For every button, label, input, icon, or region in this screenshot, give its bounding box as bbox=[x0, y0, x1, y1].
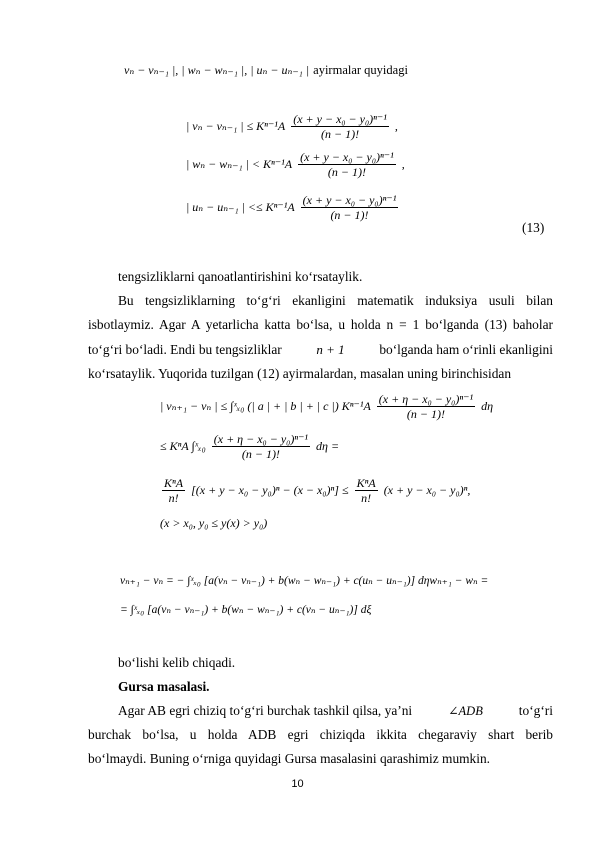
deriv-2-fraction bbox=[212, 432, 310, 461]
derivation-line-1 bbox=[160, 392, 493, 421]
deriv-1-lhs: | vₙ₊₁ − vₙ | ≤ ∫ˣₓ₀ (| a | + | b | + | c |) Kⁿ⁻¹A bbox=[160, 399, 371, 414]
ineq-2-fraction bbox=[298, 150, 396, 179]
page-number: 10 bbox=[291, 778, 304, 790]
n-plus-1-formula: n + 1 bbox=[316, 342, 345, 357]
equation-w-line-1: vₙ₊₁ − vₙ = − ∫ˣₓ₀ [a(vₙ − vₙ₋₁) + b(wₙ − wₙ₋₁) + c(uₙ − uₙ₋₁)] dηwₙ₊₁ − wₙ = bbox=[120, 575, 489, 587]
deriv-3-den-a: n! bbox=[168, 491, 179, 505]
deriv-1-end: dη bbox=[481, 399, 494, 414]
deriv-1-fraction bbox=[377, 392, 475, 421]
ineq-2-end: , bbox=[401, 157, 405, 172]
para-4-line-1-after: to‘g‘ri bbox=[518, 703, 553, 718]
deriv-2-num: (x + η − x₀ − y₀)ⁿ⁻¹ bbox=[213, 432, 309, 446]
derivation-line-3 bbox=[160, 476, 470, 505]
para-4-line-3: bo‘lmaydi. Buning o‘rniga quyidagi Gursa masalasini qarashimiz mumkin. bbox=[88, 751, 491, 766]
ineq-3-lhs: | uₙ − uₙ₋₁ | <≤ Kⁿ⁻¹A bbox=[186, 200, 295, 215]
equation-label-13: (13) bbox=[522, 220, 545, 235]
ineq-1-den: (n − 1)! bbox=[321, 127, 360, 141]
deriv-3-num-a: KⁿA bbox=[164, 476, 184, 490]
deriv-3-fraction-b bbox=[355, 476, 378, 505]
para-3: bo‘lishi kelib chiqadi. bbox=[118, 655, 236, 670]
ineq-3-den: (n − 1)! bbox=[330, 208, 369, 222]
deriv-2-lhs: ≤ KⁿA ∫ˣₓ₀ bbox=[160, 439, 206, 454]
ineq-3-fraction bbox=[301, 193, 399, 222]
para-4-line-1 bbox=[118, 699, 553, 723]
deriv-3-num-b: KⁿA bbox=[356, 476, 376, 490]
deriv-1-den: (n − 1)! bbox=[406, 407, 445, 421]
para-4-line-1-before: Agar AB egri chiziq to‘g‘ri burchak tashkil qilsa, ya’ni bbox=[118, 703, 413, 718]
inequality-row-3 bbox=[186, 193, 400, 222]
inequality-row-2 bbox=[186, 150, 405, 179]
deriv-3-fraction-a bbox=[162, 476, 185, 505]
inequality-row-1 bbox=[186, 112, 398, 141]
angle-adb-formula: ∠ADB bbox=[448, 704, 483, 718]
ineq-2-num: (x + y − x₀ − y₀)ⁿ⁻¹ bbox=[300, 150, 394, 164]
derivation-line-2 bbox=[160, 432, 339, 461]
header-line bbox=[124, 58, 408, 82]
para-2-line-3-before: to‘g‘ri bo‘ladi. Endi bu tengsizliklar bbox=[88, 342, 282, 357]
equation-w-line-2: = ∫ˣₓ₀ [a(vₙ − vₙ₋₁) + b(wₙ − wₙ₋₁) + c(vₙ − uₙ₋₁)] dξ bbox=[120, 604, 372, 616]
para-2-line-3 bbox=[88, 338, 553, 362]
ineq-2-lhs: | wₙ − wₙ₋₁ | < Kⁿ⁻¹A bbox=[186, 157, 293, 172]
derivation-line-4: (x > x₀, y₀ ≤ y(x) > y₀) bbox=[160, 516, 268, 530]
deriv-2-den: (n − 1)! bbox=[241, 447, 280, 461]
ineq-1-lhs: | vₙ − vₙ₋₁ | ≤ Kⁿ⁻¹A bbox=[186, 119, 286, 134]
section-heading: Gursa masalasi. bbox=[118, 679, 210, 694]
deriv-3-mid: [(x + y − x₀ − y₀)ⁿ − (x − x₀)ⁿ] ≤ bbox=[191, 483, 349, 498]
ineq-1-end: , bbox=[394, 119, 398, 134]
header-text: ayirmalar quyidagi bbox=[313, 63, 408, 77]
para-4-line-2: burchak bo‘lsa, u holda ADB egri chiziqda ikkita chegaraviy shart berib bbox=[88, 727, 553, 742]
ineq-1-num: (x + y − x₀ − y₀)ⁿ⁻¹ bbox=[293, 112, 387, 126]
deriv-3-den-b: n! bbox=[361, 491, 372, 505]
deriv-3-end: (x + y − x₀ − y₀)ⁿ, bbox=[383, 483, 471, 498]
header-formula: vₙ − vₙ₋₁ |, | wₙ − wₙ₋₁ |, | uₙ − uₙ₋₁ | bbox=[124, 63, 310, 77]
para-2-line-2: isbotlaymiz. Agar A yetarlicha katta bo‘lsa, u holda n = 1 bo‘lganda (13) baholar bbox=[88, 317, 553, 332]
deriv-2-end: dη = bbox=[316, 439, 340, 454]
deriv-1-num: (x + η − x₀ − y₀)ⁿ⁻¹ bbox=[378, 392, 474, 406]
ineq-1-fraction bbox=[291, 112, 389, 141]
para-2-line-4: ko‘rsataylik. Yuqorida tuzilgan (12) ayirmalardan, masalan uning birinchisidan bbox=[88, 366, 512, 381]
ineq-3-num: (x + y − x₀ − y₀)ⁿ⁻¹ bbox=[302, 193, 397, 207]
para-1: tengsizliklarni qanoatlantirishini ko‘rsataylik. bbox=[118, 269, 363, 284]
ineq-2-den: (n − 1)! bbox=[327, 165, 366, 179]
para-2-line-3-after: bo‘lganda ham o‘rinli ekanligini bbox=[379, 342, 553, 357]
para-2-line-1: Bu tengsizliklarning to‘g‘ri ekanligini matematik induksiya usuli bilan bbox=[118, 293, 553, 308]
